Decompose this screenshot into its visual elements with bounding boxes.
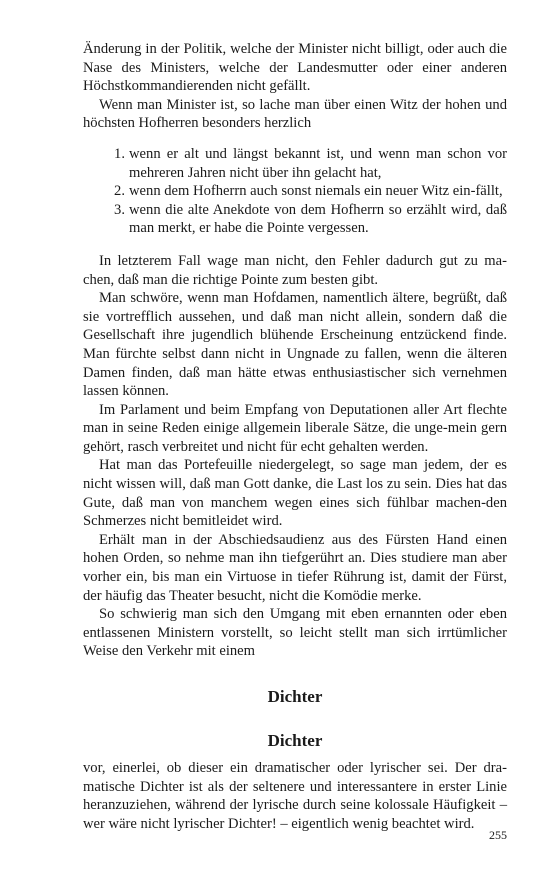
- list-number: 2.: [114, 183, 125, 200]
- list-number: 3.: [114, 201, 125, 218]
- numbered-list: [83, 145, 507, 238]
- paragraph: Hat man das Portefeuille niedergelegt, so sage man jedem, der es nicht wissen will, daß man Gott danke, die Last los zu sein. Dies hat das Gute, daß man von manchem wegen eines sich fühlbar machen-den Schmerzes nicht bemitleidet wird.: [83, 457, 507, 530]
- list-item: [83, 182, 507, 201]
- page-body: [83, 40, 507, 833]
- list-text: wenn er alt und längst bekannt ist, und wenn man schon vor mehreren Jahren nicht über ihn gelacht hat,: [129, 145, 507, 181]
- paragraph: Man schwöre, wenn man Hofdamen, namentlich ältere, begrüßt, daß sie vortrefflich aussehen, und daß man nicht allein, sondern daß die Gesellschaft ihre jugendlich blühende Erscheinung entzückend finde. Man fürchte selbst dann nicht in Ungnade zu fallen, wenn die älteren Damen finden, daß man hätte etwas enthusiastischer sich vernehmen lassen können.: [83, 290, 507, 400]
- paragraph: So schwierig man sich den Umgang mit eben ernannten oder eben entlassenen Ministern vorstellt, so leicht stellt man sich irrtümlicher Weise den Verkehr mit einem: [83, 606, 507, 660]
- list-item: [83, 201, 507, 238]
- paragraph: Wenn man Minister ist, so lache man über einen Witz der hohen und höchsten Hofherren besonders herzlich: [83, 96, 507, 132]
- paragraph: Im Parlament und beim Empfang von Deputationen aller Art flechte man in seine Reden einige allgemein liberale Sätze, die unge-mein gern gehört, rasch verbreitet und nicht für echt gehalten werden.: [83, 401, 507, 455]
- section-heading: Dichter: [267, 687, 323, 706]
- paragraph: Erhält man in der Abschiedsaudienz aus des Fürsten Hand einen hohen Orden, so nehme man ihn tiefgerührt an. Dies studiere man aber vorher ein, bis man ein Virtuose in tiefer Rührung ist, damit der Fürst, der häufig das Theater besucht, nicht die Komödie merke.: [83, 531, 507, 604]
- paragraph: In letzterem Fall wage man nicht, den Fehler dadurch gut zu ma-chen, daß man die richtige Pointe zum besten gibt.: [83, 252, 507, 288]
- list-text: wenn die alte Anekdote von dem Hofherrn so erzählt wird, daß man merkt, er habe die Pointe vergessen.: [129, 201, 507, 237]
- list-number: 1.: [114, 145, 125, 162]
- page-number: 255: [489, 828, 507, 842]
- section-heading: Dichter: [267, 731, 323, 750]
- list-text: wenn dem Hofherrn auch sonst niemals ein neuer Witz ein-fällt,: [129, 183, 503, 200]
- list-item: [83, 145, 507, 182]
- paragraph: vor, einerlei, ob dieser ein dramatischer oder lyrischer sei. Der dra-matische Dichter ist als der seltenere und interessantere in erster Linie heranzuziehen, während der lyrische durch seine kolossale Häufigkeit – wer wäre nicht lyrischer Dichter! – eigentlich wenig beachtet wird.: [83, 760, 507, 832]
- paragraph: Änderung in der Politik, welche der Minister nicht billigt, oder auch die Nase des Ministers, welche der Landesmutter oder einer anderen Höchstkommandierenden nicht gefällt.: [83, 41, 507, 95]
